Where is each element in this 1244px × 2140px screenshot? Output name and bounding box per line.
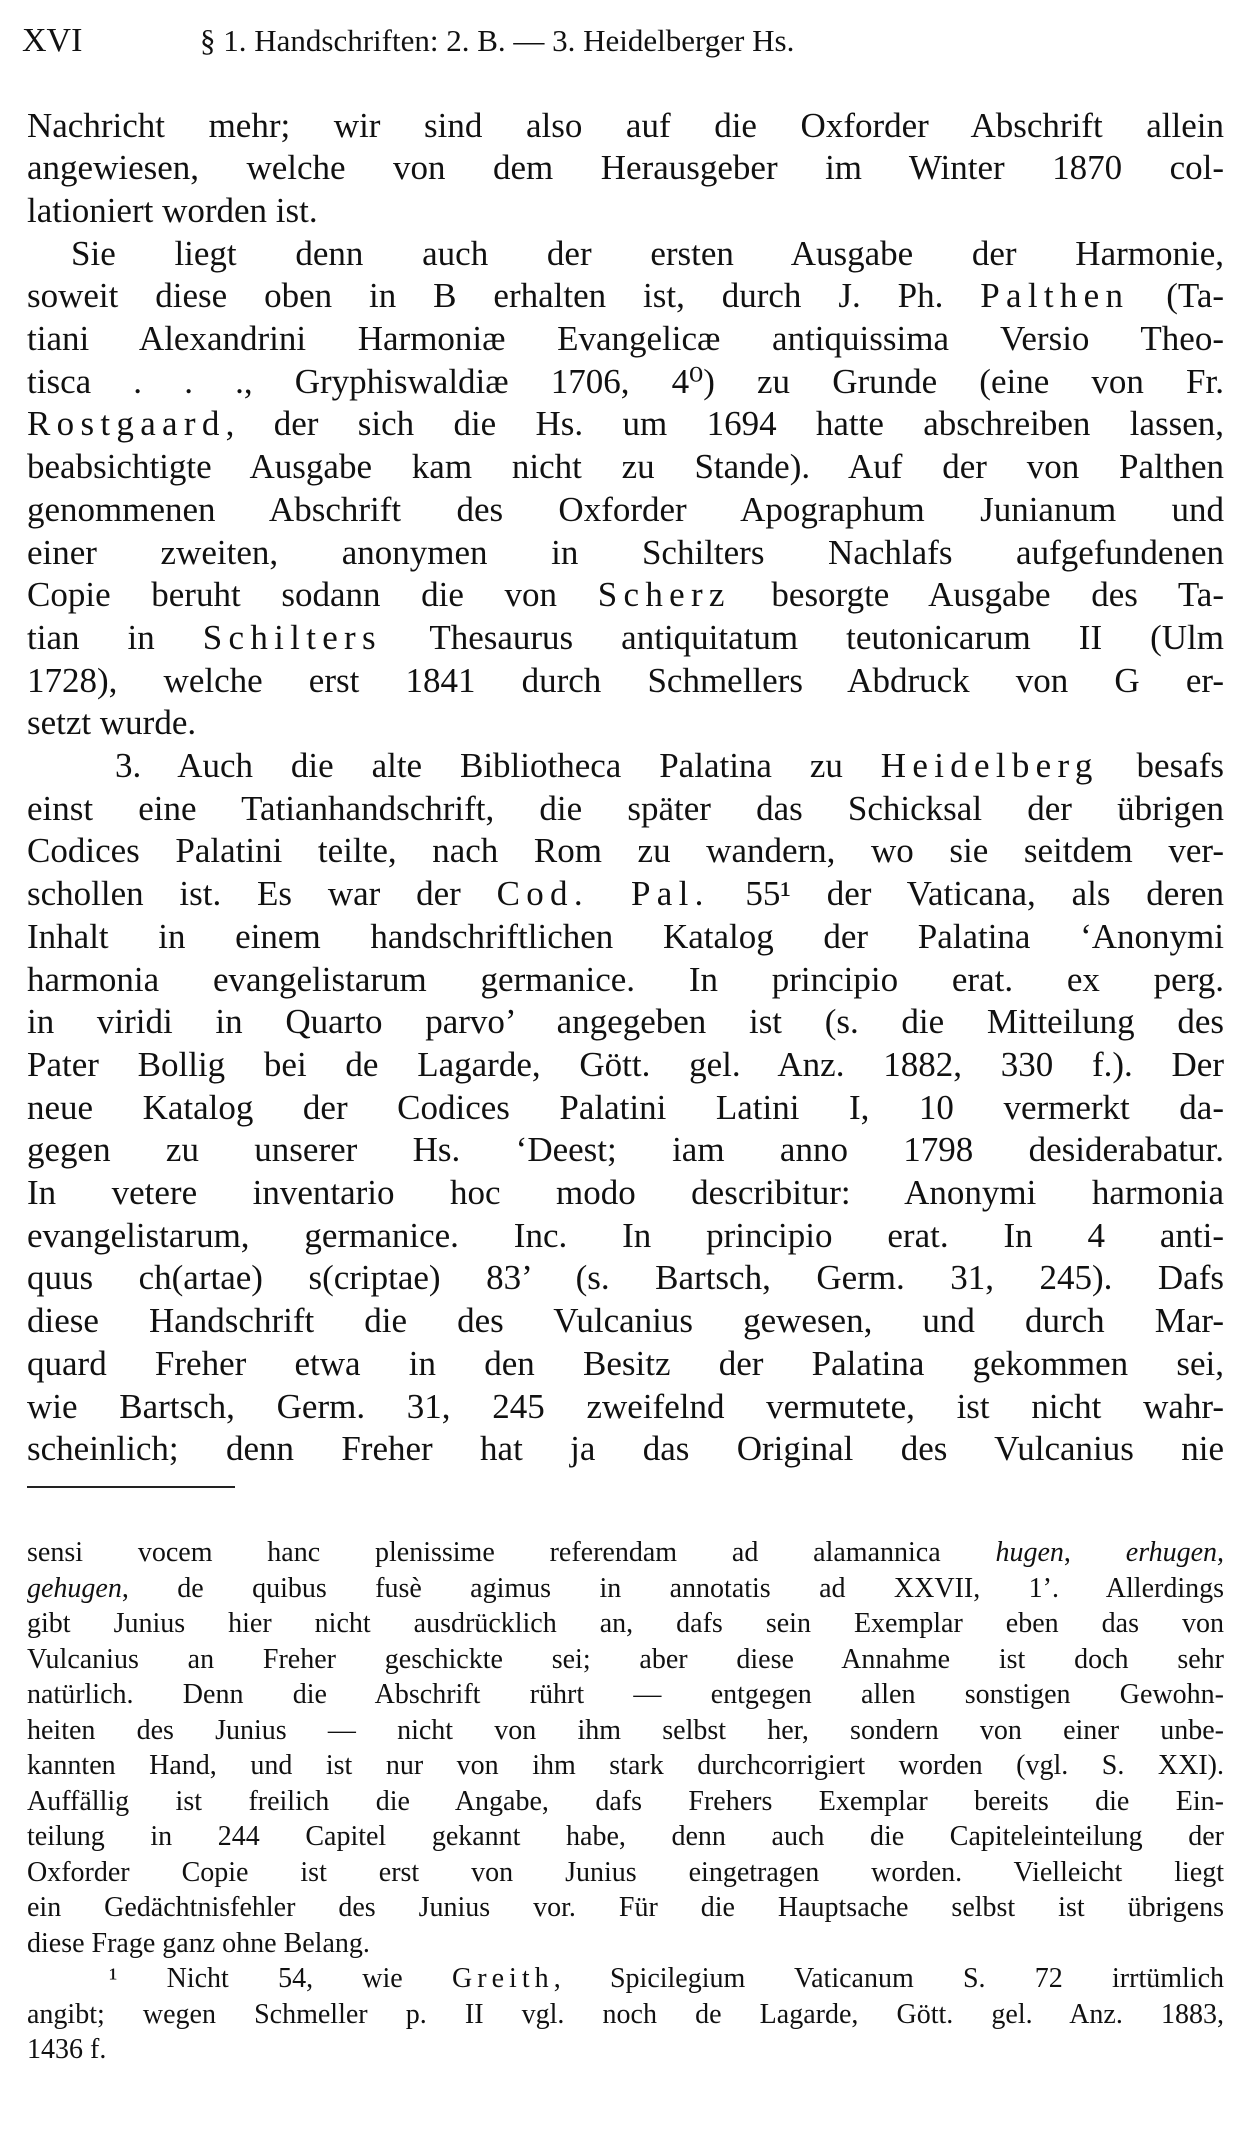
text-segment: Vulcanius an Freher geschickte sei; aber diese Annahme ist doch sehr bbox=[27, 1643, 1224, 1675]
footnote-line bbox=[27, 1855, 1224, 1891]
text-segment: diese Handschrift die des Vulcanius gewesen, und durch Mar- bbox=[27, 1301, 1224, 1341]
text-segment: Oxforder Copie ist erst von Junius eingetragen worden. Vielleicht liegt bbox=[27, 1856, 1224, 1888]
text-segment: angewiesen, welche von dem Herausgeber im Winter 1870 col- bbox=[27, 148, 1224, 188]
footnote-line bbox=[27, 1571, 1224, 1607]
spaced-name: Cod. Pal. bbox=[496, 874, 710, 914]
text-line bbox=[27, 1086, 1224, 1129]
footnote-line bbox=[27, 2032, 1224, 2068]
italic-text: gehugen bbox=[27, 1572, 122, 1604]
text-line bbox=[27, 829, 1224, 872]
text-line bbox=[27, 1043, 1224, 1086]
text-segment: harmonia evangelistarum germanice. In principio erat. ex perg. bbox=[27, 959, 1224, 999]
footnote-line bbox=[27, 1606, 1224, 1642]
spaced-name: Schilters bbox=[202, 617, 382, 657]
text-line bbox=[27, 1427, 1224, 1470]
footnote-line bbox=[27, 1677, 1224, 1713]
footnote-line bbox=[27, 1642, 1224, 1678]
text-line bbox=[27, 1256, 1224, 1299]
text-segment: , bbox=[1063, 1537, 1126, 1568]
text-line bbox=[27, 445, 1224, 488]
text-segment: heiten des Junius — nicht von ihm selbst her, sondern von einer unbe- bbox=[27, 1714, 1224, 1746]
footnote-line bbox=[27, 1890, 1224, 1926]
text-segment: besafs bbox=[1098, 746, 1224, 785]
text-segment: genommenen Abschrift des Oxforder Apographum Junianum und bbox=[27, 489, 1224, 529]
text-line bbox=[27, 146, 1224, 189]
text-segment: tian in bbox=[27, 617, 203, 657]
text-line bbox=[27, 616, 1224, 659]
text-line bbox=[71, 232, 1224, 275]
text-line bbox=[27, 1385, 1224, 1428]
footnote-line bbox=[27, 1784, 1224, 1820]
text-segment: neue Katalog der Codices Palatini Latini I, 10 vermerkt da- bbox=[27, 1087, 1224, 1127]
spaced-name: Heidelberg bbox=[880, 746, 1099, 785]
footnote-line bbox=[27, 1748, 1224, 1784]
text-line bbox=[27, 1000, 1224, 1043]
running-head: § 1. Handschriften: 2. B. — 3. Heidelberger Hs. bbox=[200, 23, 795, 58]
text-line bbox=[27, 531, 1224, 574]
text-segment: wie Bartsch, Germ. 31, 245 zweifelnd vermutete, ist nicht wahr- bbox=[27, 1386, 1224, 1426]
text-segment: tiani Alexandrini Harmoniæ Evangelicæ antiquissima Versio Theo- bbox=[27, 319, 1224, 358]
text-segment: quard Freher etwa in den Besitz der Palatina gekommen sei, bbox=[27, 1343, 1224, 1383]
text-line bbox=[27, 360, 1224, 403]
text-segment: ¹ Nicht 54, wie bbox=[109, 1963, 452, 1994]
text-segment: teilung in 244 Capitel gekannt habe, denn auch die Capiteleinteilung der bbox=[27, 1821, 1224, 1852]
footnote-line bbox=[27, 1819, 1224, 1855]
text-segment: sensi vocem hanc plenissime referendam ad alamannica bbox=[27, 1537, 996, 1568]
text-segment: Nachricht mehr; wir sind also auf die Oxforder Abschrift allein bbox=[27, 105, 1224, 145]
text-segment: soweit diese oben in B erhalten ist, durch J. Ph. bbox=[27, 276, 981, 316]
italic-text: hugen bbox=[995, 1537, 1064, 1568]
text-segment: besorgte Ausgabe des Ta- bbox=[730, 575, 1224, 615]
footnote-line bbox=[27, 1713, 1224, 1749]
text-line bbox=[115, 744, 1224, 787]
text-segment: gibt Junius hier nicht ausdrücklich an, dafs sein Exemplar eben das von bbox=[27, 1608, 1224, 1639]
spaced-name: Rostgaard bbox=[27, 404, 226, 444]
text-segment: beabsichtigte Ausgabe kam nicht zu Stande). Auf der von Palthen bbox=[27, 447, 1224, 487]
text-line bbox=[27, 1342, 1224, 1385]
text-segment: tisca . . ., Gryphiswaldiæ 1706, 4⁰) zu Grunde (eine von Fr. bbox=[27, 361, 1224, 401]
text-line bbox=[27, 1299, 1224, 1342]
text-line bbox=[27, 189, 1224, 232]
text-segment: 1728), welche erst 1841 durch Schmellers Abdruck von G er- bbox=[27, 660, 1224, 700]
text-segment: Inhalt in einem handschriftlichen Katalog der Palatina ‘Anonymi bbox=[27, 916, 1224, 956]
text-segment: lationiert worden ist. bbox=[27, 190, 318, 230]
text-segment: quus ch(artae) s(criptae) 83’ (s. Bartsch, Germ. 31, 245). Dafs bbox=[27, 1258, 1224, 1298]
text-segment: Auffällig ist freilich die Angabe, dafs Frehers Exemplar bereits die Ein- bbox=[27, 1785, 1224, 1817]
text-segment: scheinlich; denn Freher hat ja das Original des Vulcanius nie bbox=[27, 1429, 1224, 1469]
text-segment: , de quibus fusè agimus in annotatis ad XXVII, 1’. Allerdings bbox=[121, 1572, 1224, 1604]
text-segment: Copie beruht sodann die von bbox=[27, 575, 598, 615]
text-segment: kannten Hand, und ist nur von ihm stark durchcorrigiert worden (vgl. S. XXI). bbox=[27, 1750, 1224, 1781]
page-number: XVI bbox=[22, 22, 83, 59]
text-line bbox=[27, 1214, 1224, 1257]
text-segment: einer zweiten, anonymen in Schilters Nachlafs aufgefundenen bbox=[27, 532, 1224, 572]
text-line bbox=[27, 488, 1224, 531]
text-line bbox=[27, 274, 1224, 317]
spaced-name: Scherz bbox=[597, 575, 731, 615]
text-line bbox=[27, 1128, 1224, 1171]
text-segment: ein Gedächtnisfehler des Junius vor. Für die Hauptsache selbst ist übrigens bbox=[27, 1892, 1224, 1923]
footnote-rule bbox=[27, 1486, 235, 1488]
footnote-line bbox=[27, 1535, 1224, 1571]
text-segment: diese Frage ganz ohne Belang. bbox=[27, 1927, 370, 1959]
text-line bbox=[27, 787, 1224, 830]
text-segment: In vetere inventario hoc modo describitur: Anonymi harmonia bbox=[27, 1173, 1224, 1212]
text-line bbox=[27, 701, 1224, 744]
text-segment: Pater Bollig bei de Lagarde, Gött. gel. Anz. 1882, 330 f.). Der bbox=[27, 1044, 1224, 1084]
text-segment: , der sich die Hs. um 1694 hatte abschreiben lassen, bbox=[225, 404, 1224, 444]
footnote-line bbox=[27, 1926, 1224, 1962]
text-line bbox=[27, 958, 1224, 1001]
text-segment: 1436 f. bbox=[27, 2034, 107, 2065]
text-segment: , Spicilegium Vaticanum S. 72 irrtümlich bbox=[553, 1963, 1224, 1994]
footnote-line bbox=[27, 1997, 1224, 2033]
text-line bbox=[27, 573, 1224, 616]
text-segment: Sie liegt denn auch der ersten Ausgabe der Harmonie, bbox=[71, 233, 1224, 273]
text-segment: natürlich. Denn die Abschrift rührt — entgegen allen sonstigen Gewohn- bbox=[27, 1679, 1224, 1710]
text-segment: Thesaurus antiquitatum teutonicarum II (Ulm bbox=[381, 617, 1224, 657]
text-segment: 3. Auch die alte Bibliotheca Palatina zu bbox=[115, 746, 881, 785]
text-line bbox=[27, 402, 1224, 445]
footnote-line bbox=[109, 1961, 1224, 1997]
text-segment: evangelistarum, germanice. Inc. In principio erat. In 4 anti- bbox=[27, 1215, 1224, 1255]
text-segment: einst eine Tatianhandschrift, die später das Schicksal der übrigen bbox=[27, 788, 1224, 828]
spaced-name: Greith bbox=[451, 1963, 554, 1994]
text-segment: gegen zu unserer Hs. ‘Deest; iam anno 1798 desiderabatur. bbox=[27, 1130, 1224, 1170]
text-line bbox=[27, 104, 1224, 147]
text-line bbox=[27, 659, 1224, 702]
text-line bbox=[27, 1171, 1224, 1214]
text-segment: in viridi in Quarto parvo’ angegeben ist (s. die Mitteilung des bbox=[27, 1002, 1224, 1042]
spaced-name: Palthen bbox=[980, 276, 1130, 316]
text-segment: setzt wurde. bbox=[27, 703, 197, 743]
text-line bbox=[27, 872, 1224, 915]
text-segment: (Ta- bbox=[1129, 276, 1224, 316]
text-segment: schollen ist. Es war der bbox=[27, 874, 497, 914]
italic-text: erhugen, bbox=[1125, 1537, 1224, 1568]
text-segment: angibt; wegen Schmeller p. II vgl. noch de Lagarde, Gött. gel. Anz. 1883, bbox=[27, 1998, 1224, 2030]
text-line bbox=[27, 915, 1224, 958]
text-segment: Codices Palatini teilte, nach Rom zu wandern, wo sie seitdem ver- bbox=[27, 831, 1224, 871]
text-line bbox=[27, 317, 1224, 360]
text-segment: 55¹ der Vaticana, als deren bbox=[709, 874, 1224, 914]
